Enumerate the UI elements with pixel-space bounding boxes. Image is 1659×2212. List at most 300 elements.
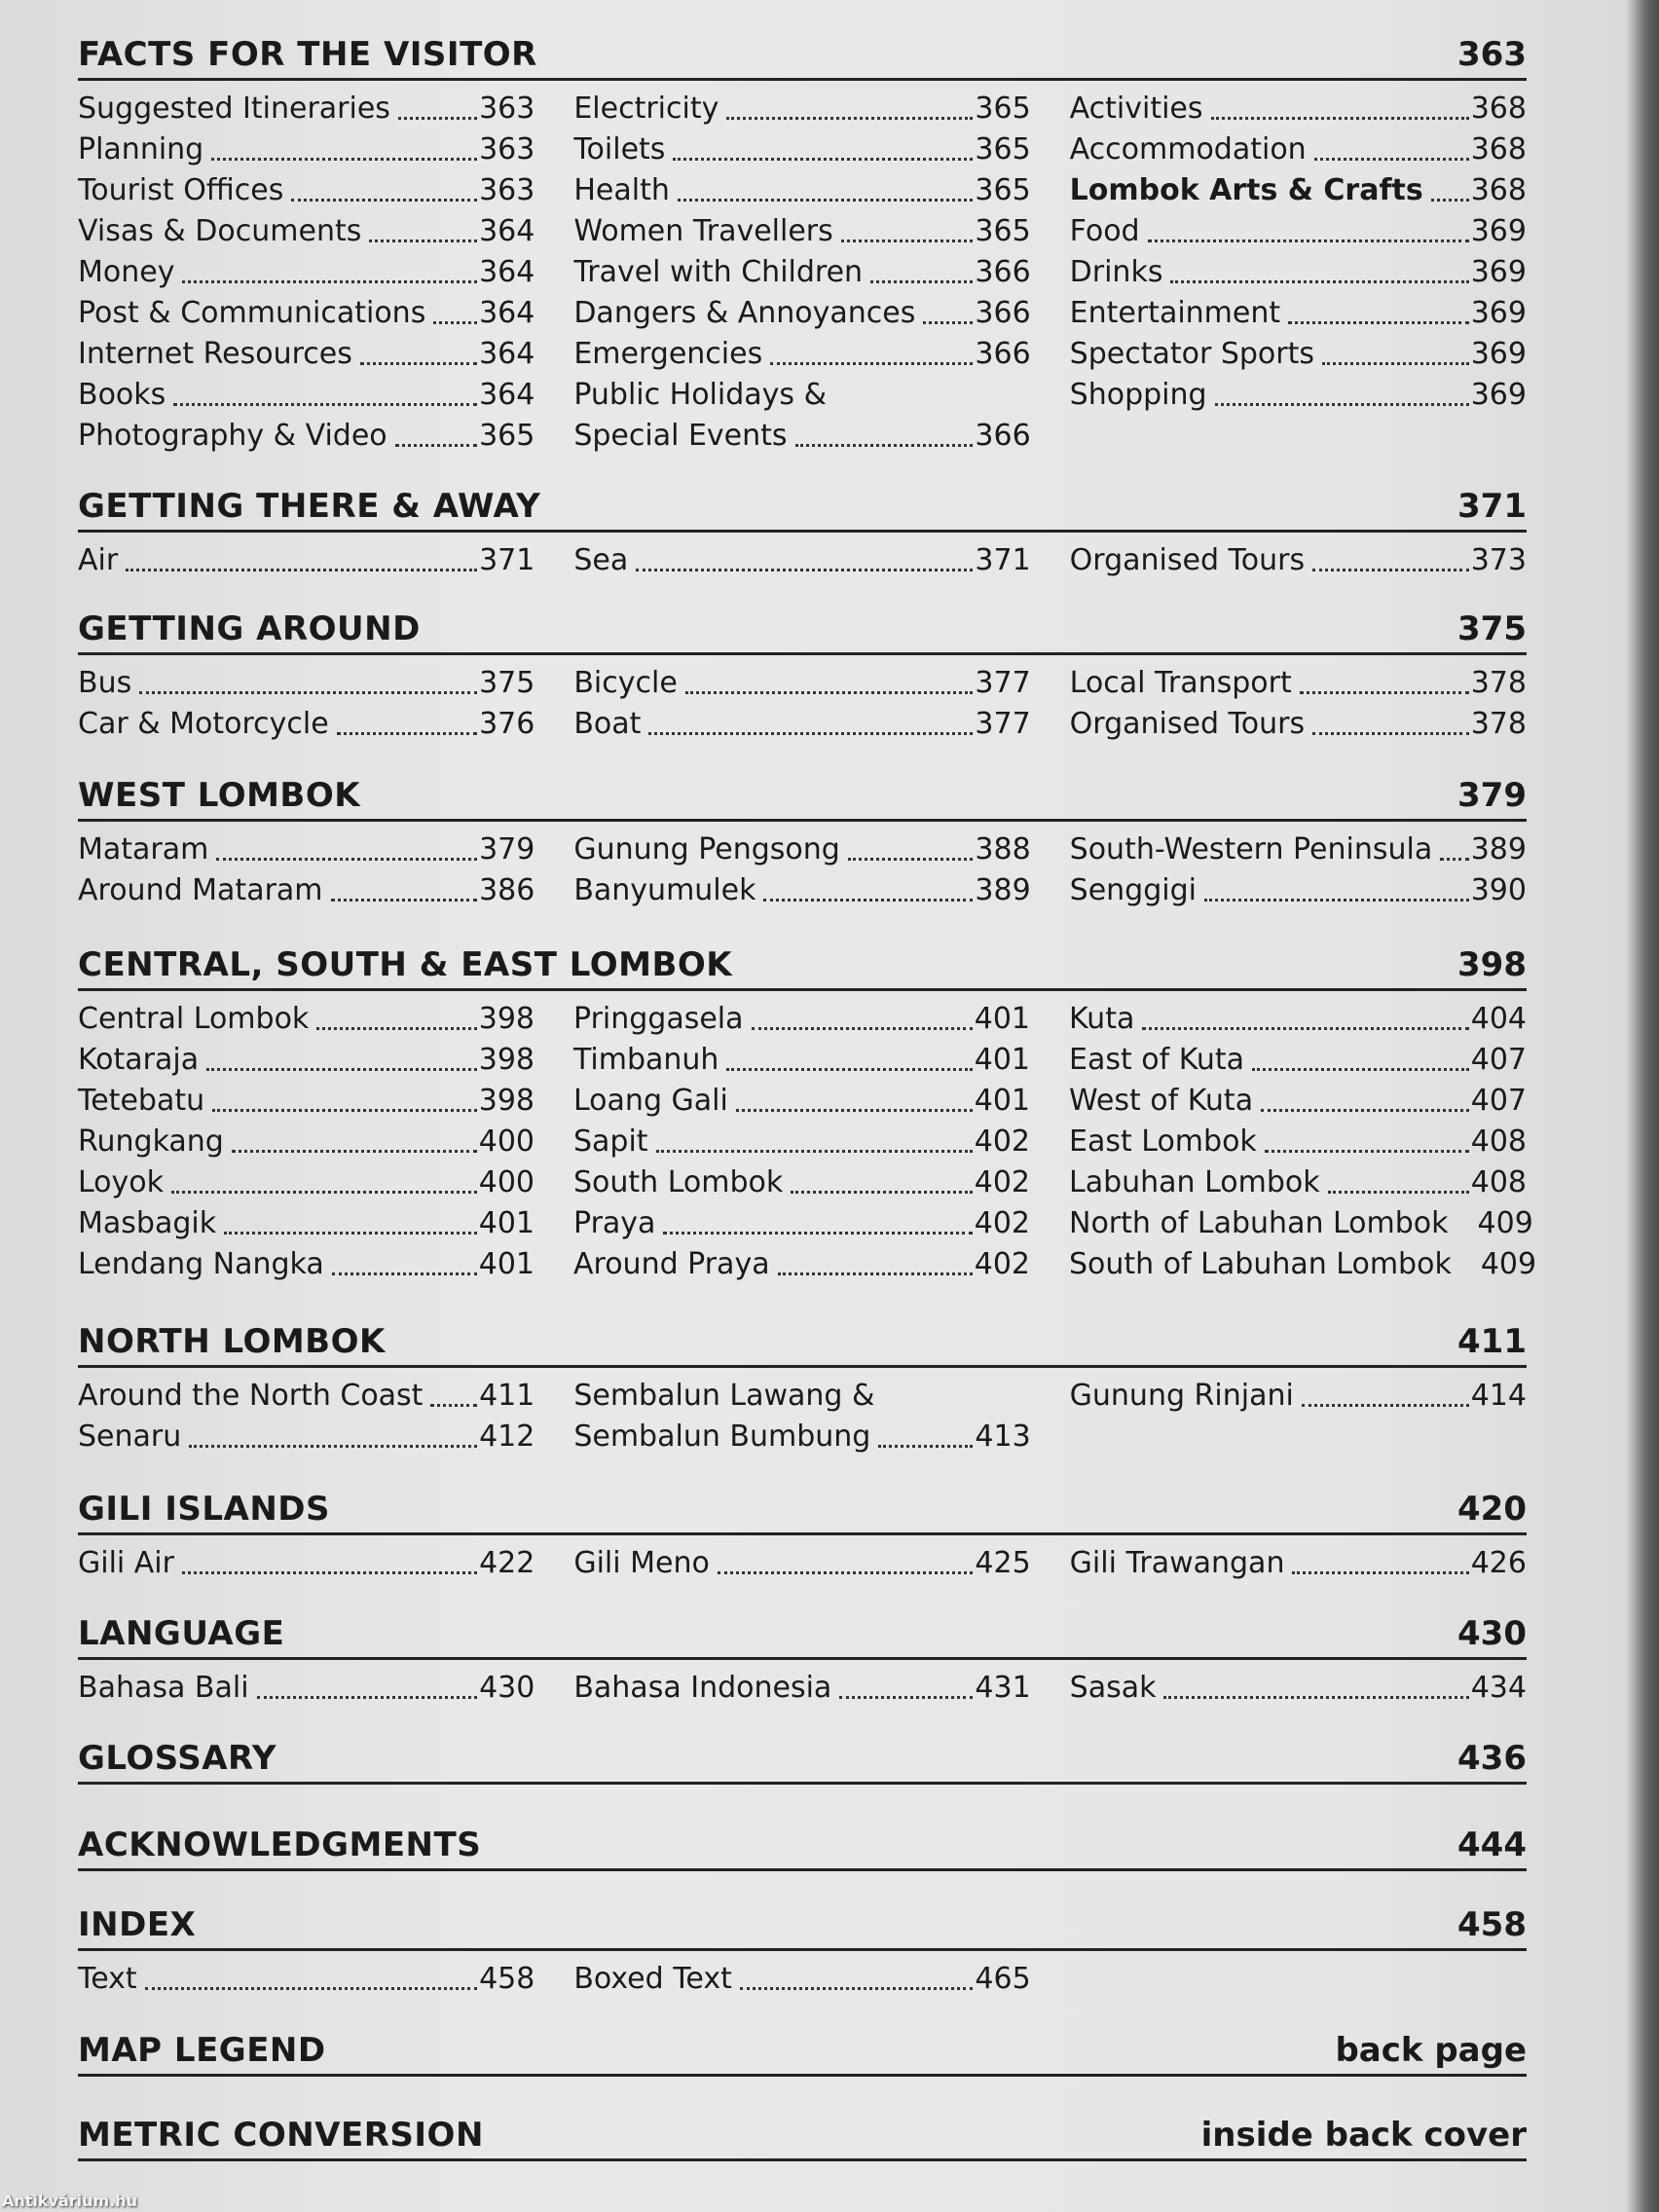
dot-leader	[1265, 1150, 1469, 1153]
toc-entry[interactable]	[573, 1040, 1030, 1081]
toc-entry[interactable]	[1070, 1543, 1527, 1584]
dot-leader	[1292, 1571, 1468, 1574]
entry-label: Accommodation	[1069, 132, 1307, 166]
dot-leader	[685, 691, 974, 694]
entry-page: 402	[974, 1124, 1030, 1159]
toc-entry[interactable]	[78, 170, 535, 211]
entry-label: Loyok	[78, 1165, 165, 1199]
entry-label: Shopping	[1069, 378, 1207, 412]
dot-leader	[839, 1696, 973, 1699]
toc-entry[interactable]	[78, 1122, 535, 1162]
dot-leader	[216, 858, 477, 861]
toc-entry[interactable]	[78, 375, 535, 416]
dot-leader	[1431, 199, 1469, 202]
dot-leader	[1261, 1109, 1469, 1112]
entry-page: 369	[1470, 214, 1527, 248]
toc-entry[interactable]	[1069, 1162, 1527, 1203]
dot-leader	[398, 117, 477, 120]
entry-page: 425	[975, 1546, 1031, 1580]
toc-entry[interactable]	[573, 663, 1030, 704]
entry-label: Bus	[78, 666, 132, 700]
entry-page: 398	[478, 1002, 535, 1036]
entry-label: Sembalun Lawang &	[573, 1379, 875, 1413]
toc-entry[interactable]	[573, 1543, 1030, 1584]
entry-page: 373	[1470, 543, 1527, 577]
dot-leader	[316, 1027, 476, 1030]
entry-label: Suggested Itineraries	[78, 92, 390, 126]
dot-leader	[795, 444, 974, 447]
entry-page: 389	[975, 873, 1031, 907]
entry-label: Spectator Sports	[1069, 337, 1314, 371]
toc-column	[1070, 1376, 1527, 1457]
dot-leader	[212, 1109, 477, 1112]
toc-entry[interactable]	[573, 211, 1030, 252]
dot-leader	[648, 732, 973, 735]
toc-entry[interactable]	[78, 1417, 535, 1457]
entry-page: 365	[479, 419, 535, 453]
entry-page: 363	[479, 173, 535, 207]
dot-leader	[1211, 117, 1469, 120]
entry-label: Lendang Nangka	[78, 1247, 324, 1281]
toc-entry[interactable]	[78, 830, 535, 870]
toc-entry[interactable]	[573, 170, 1030, 211]
toc-entry[interactable]	[573, 1203, 1030, 1244]
entry-label: Food	[1069, 214, 1140, 248]
entry-page: 407	[1470, 1084, 1527, 1118]
entry-page: 412	[479, 1419, 535, 1454]
toc-section	[78, 604, 1527, 745]
toc-entry[interactable]	[573, 704, 1030, 745]
section-heading[interactable]	[78, 1733, 1527, 1785]
entry-page: 426	[1470, 1546, 1527, 1580]
entry-label: Loang Gali	[573, 1084, 728, 1118]
toc-entry[interactable]	[1070, 211, 1527, 252]
section-title: LANGUAGE	[78, 1614, 285, 1653]
entry-page: 465	[975, 1962, 1031, 1996]
entry-page: 404	[1470, 1002, 1527, 1036]
dot-leader	[923, 321, 973, 324]
section-heading[interactable]	[78, 604, 1527, 655]
entry-label: Planning	[78, 132, 204, 166]
toc-entry[interactable]	[78, 704, 535, 745]
toc-entry[interactable]	[1070, 375, 1527, 416]
dot-leader	[1302, 1404, 1469, 1407]
entry-page: 366	[975, 337, 1031, 371]
entry-label: Central Lombok	[78, 1002, 310, 1036]
dot-leader	[770, 362, 973, 365]
dot-leader	[211, 158, 477, 161]
section-columns	[78, 830, 1527, 911]
entry-page: 376	[479, 707, 535, 741]
entry-page: 378	[1470, 666, 1527, 700]
dot-leader	[778, 1272, 973, 1275]
section-heading[interactable]	[78, 2025, 1527, 2077]
entry-label: Books	[78, 378, 166, 412]
entry-label: Photography & Video	[78, 419, 387, 453]
entry-label: Women Travellers	[573, 214, 833, 248]
entry-label-continued: Sembalun Bumbung	[573, 1419, 871, 1454]
toc-column	[1070, 540, 1527, 581]
entry-label: Timbanuh	[573, 1043, 719, 1077]
entry-label: Air	[78, 543, 119, 577]
entry-label: Lombok Arts & Crafts	[1069, 173, 1423, 207]
toc-entry[interactable]	[1070, 334, 1527, 375]
toc-column	[78, 1543, 535, 1584]
entry-label: West of Kuta	[1069, 1084, 1254, 1118]
section-heading[interactable]	[78, 1820, 1527, 1871]
section-title: WEST LOMBOK	[78, 776, 361, 815]
toc-column	[78, 540, 535, 581]
toc-column	[573, 1543, 1030, 1584]
section-page: 398	[1457, 945, 1527, 984]
toc-column	[573, 663, 1030, 745]
dot-leader	[126, 569, 477, 571]
entry-label: Gili Meno	[573, 1546, 710, 1580]
entry-label: Mataram	[78, 832, 209, 866]
toc-entry[interactable]	[78, 1543, 535, 1584]
entry-label: Rungkang	[78, 1124, 224, 1159]
dot-leader	[718, 1571, 974, 1574]
dot-leader	[189, 1445, 477, 1448]
entry-label: Post & Communications	[78, 296, 426, 330]
entry-page: 400	[478, 1124, 535, 1159]
entry-label: Activities	[1069, 92, 1203, 126]
toc-entry[interactable]	[573, 1668, 1030, 1709]
toc-entry[interactable]	[78, 999, 535, 1040]
dot-leader	[232, 1150, 477, 1153]
dot-leader	[1312, 732, 1469, 735]
entry-label: Bahasa Bali	[78, 1671, 249, 1705]
entry-label: Public Holidays &	[573, 378, 827, 412]
entry-page: 402	[974, 1165, 1030, 1199]
toc-entry[interactable]	[1070, 1668, 1527, 1709]
entry-label: Labuhan Lombok	[1069, 1165, 1320, 1199]
dot-leader	[145, 1987, 477, 1990]
dot-leader	[360, 362, 477, 365]
dot-leader	[726, 1068, 972, 1071]
dot-leader	[870, 280, 973, 283]
entry-page: 402	[974, 1206, 1030, 1240]
toc-entry[interactable]	[1069, 1040, 1527, 1081]
entry-page: 377	[975, 707, 1031, 741]
dot-leader	[1163, 1696, 1468, 1699]
entry-label: Internet Resources	[78, 337, 352, 371]
toc-column	[1070, 1668, 1527, 1709]
entry-label: Drinks	[1069, 255, 1163, 289]
section-title: METRIC CONVERSION	[78, 2116, 484, 2155]
section-title: GILI ISLANDS	[78, 1490, 330, 1529]
toc-column	[573, 999, 1030, 1285]
toc-column	[78, 1959, 535, 2000]
entry-label: Health	[573, 173, 670, 207]
section-page: 436	[1457, 1739, 1527, 1778]
entry-label: Money	[78, 255, 175, 289]
dot-leader	[663, 1232, 972, 1235]
toc-entry[interactable]	[1069, 1122, 1527, 1162]
toc-column	[573, 1668, 1030, 1709]
entry-page: 369	[1470, 296, 1527, 330]
toc-entry[interactable]	[573, 999, 1030, 1040]
entry-page: 365	[975, 173, 1031, 207]
entry-label: Dangers & Annoyances	[573, 296, 916, 330]
toc-column	[573, 89, 1030, 457]
dot-leader	[1288, 321, 1469, 324]
section-heading[interactable]	[78, 1484, 1527, 1535]
section-page: 375	[1457, 609, 1527, 648]
toc-section	[78, 1484, 1527, 1584]
section-page: 430	[1457, 1614, 1527, 1653]
watermark: Antikvárium.hu	[2, 2192, 138, 2210]
toc-entry[interactable]	[1069, 1244, 1537, 1285]
dot-leader	[337, 732, 477, 735]
entry-page: 369	[1470, 255, 1527, 289]
toc-entry[interactable]	[573, 1122, 1030, 1162]
toc-column	[1070, 89, 1527, 457]
toc-entry[interactable]	[78, 89, 535, 129]
toc-entry[interactable]	[1070, 540, 1527, 581]
entry-label: Tetebatu	[78, 1084, 205, 1118]
toc-entry[interactable]	[78, 129, 535, 170]
section-columns	[78, 1959, 1527, 2000]
section-title: FACTS FOR THE VISITOR	[78, 35, 537, 74]
entry-page: 371	[975, 543, 1031, 577]
entry-label: Emergencies	[573, 337, 763, 371]
section-columns	[78, 89, 1527, 457]
toc-entry[interactable]	[1070, 170, 1527, 211]
entry-page: 369	[1470, 337, 1527, 371]
entry-label: Kuta	[1069, 1002, 1135, 1036]
toc-entry[interactable]	[78, 663, 535, 704]
toc-entry[interactable]	[78, 334, 535, 375]
toc-entry[interactable]	[78, 1376, 535, 1417]
toc-entry[interactable]	[78, 293, 535, 334]
toc-section	[78, 1733, 1527, 1785]
toc-entry[interactable]	[1070, 89, 1527, 129]
section-heading[interactable]	[78, 1316, 1527, 1368]
entry-page: 379	[479, 832, 535, 866]
toc-entry[interactable]	[573, 129, 1030, 170]
toc-section	[78, 940, 1537, 1285]
entry-page: 386	[479, 873, 535, 907]
toc-entry[interactable]	[78, 252, 535, 293]
dot-leader	[841, 240, 974, 242]
entry-page: 401	[478, 1206, 535, 1240]
dot-leader	[182, 1571, 477, 1574]
toc-section	[78, 29, 1527, 457]
dot-leader	[1322, 362, 1469, 365]
toc-column	[573, 1959, 1030, 2000]
section-page: 444	[1457, 1825, 1527, 1864]
entry-page: 434	[1470, 1671, 1527, 1705]
entry-page: 363	[479, 132, 535, 166]
entry-page: 408	[1470, 1124, 1527, 1159]
toc-entry[interactable]	[573, 334, 1030, 375]
toc-entry[interactable]	[78, 1162, 535, 1203]
entry-page: 389	[1470, 832, 1527, 866]
toc-section	[78, 2110, 1527, 2161]
section-columns	[78, 540, 1527, 581]
toc-entry[interactable]	[1070, 704, 1527, 745]
entry-label: Around Praya	[573, 1247, 770, 1281]
section-page: 379	[1457, 776, 1527, 815]
toc-entry[interactable]	[1070, 293, 1527, 334]
toc-entry[interactable]	[78, 540, 535, 581]
dot-leader	[848, 858, 974, 861]
toc-entry[interactable]	[573, 89, 1030, 129]
toc-entry[interactable]	[1069, 1081, 1527, 1122]
section-heading[interactable]	[78, 770, 1527, 822]
toc-entry[interactable]	[573, 1244, 1030, 1285]
toc-entry[interactable]	[78, 1244, 535, 1285]
entry-page: 371	[479, 543, 535, 577]
toc-column	[1070, 1543, 1527, 1584]
toc-entry[interactable]	[573, 830, 1030, 870]
toc-entry[interactable]	[1070, 252, 1527, 293]
entry-page: 409	[1480, 1247, 1537, 1281]
dot-leader	[369, 240, 477, 242]
section-heading[interactable]	[78, 481, 1527, 533]
toc-entry[interactable]	[78, 870, 535, 911]
toc-entry[interactable]	[573, 870, 1030, 911]
entry-page: 366	[975, 296, 1031, 330]
toc-entry[interactable]	[78, 1081, 535, 1122]
toc-section	[78, 2025, 1527, 2077]
dot-leader	[1204, 899, 1469, 902]
section-heading[interactable]	[78, 2110, 1527, 2161]
dot-leader	[673, 158, 973, 161]
toc-entry[interactable]	[573, 293, 1030, 334]
toc-section	[78, 1820, 1527, 1871]
toc-entry[interactable]	[78, 1668, 535, 1709]
dot-leader	[752, 1027, 973, 1030]
entry-page: 364	[479, 337, 535, 371]
dot-leader	[1170, 280, 1468, 283]
dot-leader	[1148, 240, 1469, 242]
dot-leader	[395, 444, 477, 447]
toc-column	[78, 830, 535, 911]
entry-label: Electricity	[573, 92, 719, 126]
entry-page: 414	[1470, 1379, 1527, 1413]
section-title: GETTING THERE & AWAY	[78, 487, 541, 526]
entry-label: Gili Trawangan	[1069, 1546, 1285, 1580]
section-heading[interactable]	[78, 1899, 1527, 1951]
entry-page: 409	[1477, 1206, 1533, 1240]
toc-entry[interactable]	[78, 1959, 535, 2000]
dot-leader	[1142, 1027, 1468, 1030]
entry-label: Visas & Documents	[78, 214, 362, 248]
dot-leader	[1252, 1068, 1469, 1071]
toc-entry[interactable]	[573, 1081, 1030, 1122]
entry-page: 364	[479, 255, 535, 289]
dot-leader	[224, 1232, 477, 1235]
dot-leader	[430, 1404, 477, 1407]
section-page: 363	[1457, 35, 1527, 74]
toc-entry[interactable]	[1069, 999, 1527, 1040]
toc-entry[interactable]	[573, 1959, 1030, 2000]
entry-page: 365	[975, 92, 1031, 126]
toc-column	[1070, 663, 1527, 745]
entry-label: East Lombok	[1069, 1124, 1257, 1159]
dot-leader	[1312, 569, 1469, 571]
entry-page: 408	[1470, 1165, 1527, 1199]
section-columns	[78, 1376, 1527, 1457]
toc-entry[interactable]	[573, 1162, 1030, 1203]
section-columns	[78, 999, 1537, 1285]
entry-page: 401	[974, 1043, 1030, 1077]
toc-section	[78, 1608, 1527, 1709]
section-title: INDEX	[78, 1905, 197, 1944]
section-page: 411	[1457, 1322, 1527, 1361]
entry-label: Gunung Rinjani	[1069, 1379, 1294, 1413]
section-page: inside back cover	[1200, 2116, 1527, 2155]
toc-entry[interactable]	[1070, 1376, 1527, 1417]
entry-page: 364	[479, 378, 535, 412]
entry-label: Tourist Offices	[78, 173, 284, 207]
section-heading[interactable]	[78, 29, 1527, 81]
entry-page: 430	[479, 1671, 535, 1705]
toc-entry[interactable]	[573, 540, 1030, 581]
section-columns	[78, 1543, 1527, 1584]
dot-leader	[433, 321, 477, 324]
toc-column	[78, 663, 535, 745]
toc-column	[78, 89, 535, 457]
entry-label: Kotaraja	[78, 1043, 200, 1077]
section-title: MAP LEGEND	[78, 2031, 326, 2070]
entry-label: South-Western Peninsula	[1069, 832, 1433, 866]
section-columns	[78, 663, 1527, 745]
toc-entry[interactable]	[1069, 1203, 1533, 1244]
toc-entry[interactable]	[573, 252, 1030, 293]
toc-column	[573, 830, 1030, 911]
entry-page: 402	[974, 1247, 1030, 1281]
toc-entry[interactable]	[78, 1040, 535, 1081]
dot-leader	[656, 1150, 973, 1153]
entry-label: Boat	[573, 707, 642, 741]
entry-page: 365	[975, 132, 1031, 166]
entry-label-continued: Special Events	[573, 419, 788, 453]
dot-leader	[736, 1109, 973, 1112]
entry-page: 401	[974, 1002, 1030, 1036]
toc-entry[interactable]	[573, 375, 1030, 457]
section-heading[interactable]	[78, 940, 1527, 991]
entry-label: Bahasa Indonesia	[573, 1671, 832, 1705]
toc-entry[interactable]	[1070, 663, 1527, 704]
dot-leader	[678, 199, 974, 202]
entry-page: 365	[975, 214, 1031, 248]
section-page: 458	[1457, 1905, 1527, 1944]
toc-entry[interactable]	[1070, 870, 1527, 911]
entry-page: 398	[478, 1084, 535, 1118]
entry-page: 411	[479, 1379, 535, 1413]
section-heading[interactable]	[78, 1608, 1527, 1660]
toc-section	[78, 1899, 1527, 2000]
toc-entry[interactable]	[78, 416, 535, 457]
dot-leader	[206, 1068, 477, 1071]
toc-column	[573, 540, 1030, 581]
entry-label: Gili Air	[78, 1546, 174, 1580]
toc-entry[interactable]	[1070, 830, 1527, 870]
dot-leader	[331, 899, 478, 902]
toc-entry[interactable]	[78, 211, 535, 252]
entry-page: 364	[479, 214, 535, 248]
toc-entry[interactable]	[78, 1203, 535, 1244]
toc-entry[interactable]	[573, 1376, 1030, 1457]
dot-leader	[139, 691, 477, 694]
dot-leader	[726, 117, 973, 120]
section-page: 371	[1457, 487, 1527, 526]
entry-page: 378	[1470, 707, 1527, 741]
toc-entry[interactable]	[1070, 129, 1527, 170]
